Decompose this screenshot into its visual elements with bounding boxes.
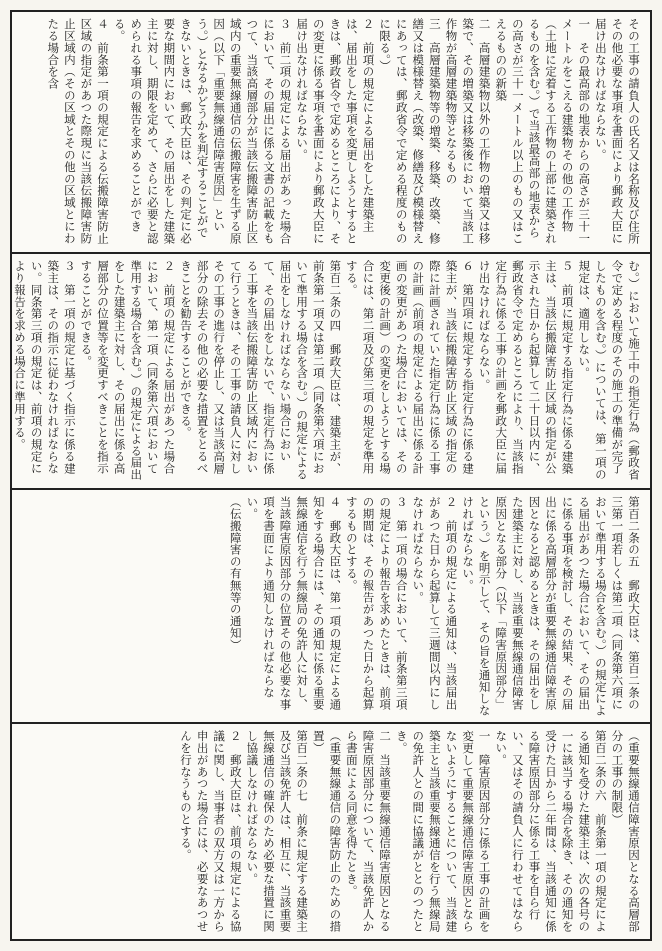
article-text-column: その工事の請負人の氏名又は名称及び住所その他必要な事項を書面により郵政大臣に届け出なければならない。 一 その最高部の地表からの高さが三十一メートルをこえる建築物その他の工作物（土地に定着する工作物の上部に建築されるものを含む。）で当該最高部の地表からの高さが三十一メートル以上のもの又はこえるものの新築 二 高層建築物以外の工作物の増築又は移築で、その増築又は移築後において当該工作物が高層建築物等となるもの 三 高層建築物等の増築、移築、改築、修繕又は模様替え（改築、修繕及び模様替えにあっては、郵政省令で定める程度のものに限る。） ２ 前項の規定による届出をした建築主は、届出をした事項を変更しようとするときは、郵政省令で定めるところにより、その変更に係る事項を書面により郵政大臣に届け出なければならない。 ３ 前二項の規定による届出があった場合において、その届出に係る文書の記載をもつて、当該高層部分が当該伝搬障害防止区域内の重要無線通信の伝搬障害を生ずる原因（以下「重要無線通信障害原因」という。）となるかどうかを判定することができないときは、郵政大臣は、その判定に必要な期間内において、その届出をした建築主に対し、期限を定めて、さらに必要と認められる事項の報告を求めることができる。 ４ 前条第一項の規定による伝搬障害防止区域の指定があつた際現に当該伝搬障害防止区域内（その区域とその他の区域とにわたる場合を含 [46,18,641,245]
text-band-1 [12,12,650,252]
text-band-2 [12,254,650,488]
article-text-column: む。）において施工中の指定行為（郵政省令で定める程度のその施工の準備が完了したものを含む。）については、第一項の規定は、適用しない。 ５ 前項に規定する指定行為に係る建築主は、当該伝搬障害防止区域の指定が公示された日から起算して二十日以内に、郵政省令で定めるところにより、当該指定行為に係る工事の計画を郵政大臣に届け出なければならない。 ６ 第四項に規定する指定行為に係る建築主が、当該伝搬障害防止区域の指定の際に計画されていた指定行為に係る工事の計画（前項の規定による届出に係る計画の変更があつた場合においては、その変更後の計画）の変更をしようとする場合には、第二項及び第三項の規定を準用する。 第百二条の四 郵政大臣は、建築主が、前条第一項又は第二項（同条第六項において準用する場合を含む。）の規定による届出をしなければならない場合において、その届出をしないで、指定行為に係る工事を当該伝搬障害防止区域内において行うときは、その工事の請負人に対しその工事の進行を停止し、又は当該高層部分の除去その他の必要な措置をとるべきことを勧告することができる。 ２ 前項の規定による届出があつた場合において、第一項（同条第六項において準用する場合を含む。）の規定による届出をした建築主に対し、その届出に係る高層部分の位置等を変更すべきことを指示することができる。 ３ 第一項の規定に基づく指示に係る建築主は、その指示に従わなければならない。同条第三項の規定は、前項の規定により報告を求める場合に準用する。 [13,260,641,481]
text-band-3 [12,490,650,722]
article-text-column: 第百二条の五 郵政大臣は、第百二条の三第一項若しくは第二項（同条第六項において準用する場合を含む。）の規定による届出があつた場合において、その届出に係る事項を検討し、その結果、その届出に係る高層部分が重要無線通信障害原因となると認めるときは、その届出をした建築主に対し、当該重要無線通信障害原因となる部分（以下「障害原因部分」という。）を明示して、その旨を通知しなければならない。 ２ 前項の規定による通知は、当該届出があつた日から起算して三週間以内にしなければならない。 ３ 第一項の場合において、前条第三項の規定により報告を求めたときは、前項の期間は、その報告があつた日から起算するものとする。 ４ 郵政大臣は、第一項の規定による通知をする場合には、その通知に係る重要無線通信を行う無線局の免許人に対し、当該障害原因部分の位置その他必要な事項を書面により通知しなければならない。 （伝搬障害の有無等の通知） [228,496,641,717]
document-page [10,10,652,941]
text-band-4 [12,724,650,939]
article-text-column: （重要無線通信障害原因となる高層部分の工事の制限） 第百二条の六 前条第一項の規定による通知を受けた建築主は、次の各号の一に該当する場合を除き、その通知を受けた日から二年間は、当該通知に係る障害原因部分に係る工事を自ら行い、又はその請負人に行わせてはならない。 一 障害原因部分に係る工事の計画を変更して重要無線通信障害原因とならないようにすることについて、当該建築主と当該重要無線通信を行う無線局の免許人との間に協議がととのつたとき。 二 当該重要無線通信障害原因となる障害原因部分について、当該免許人から書面による同意を得たとき。 （重要無線通信の障害防止のための措置） 第百二条の七 前条に規定する建築主及び当該免許人は、相互に、当該重要無線通信の確保のため必要な措置に関し協議しなければならない。 ２ 郵政大臣は、前項の規定による協議に関し、当事者の双方又は一方から申出があつた場合には、必要なあつせんを行なうものとする。 [178,730,641,933]
